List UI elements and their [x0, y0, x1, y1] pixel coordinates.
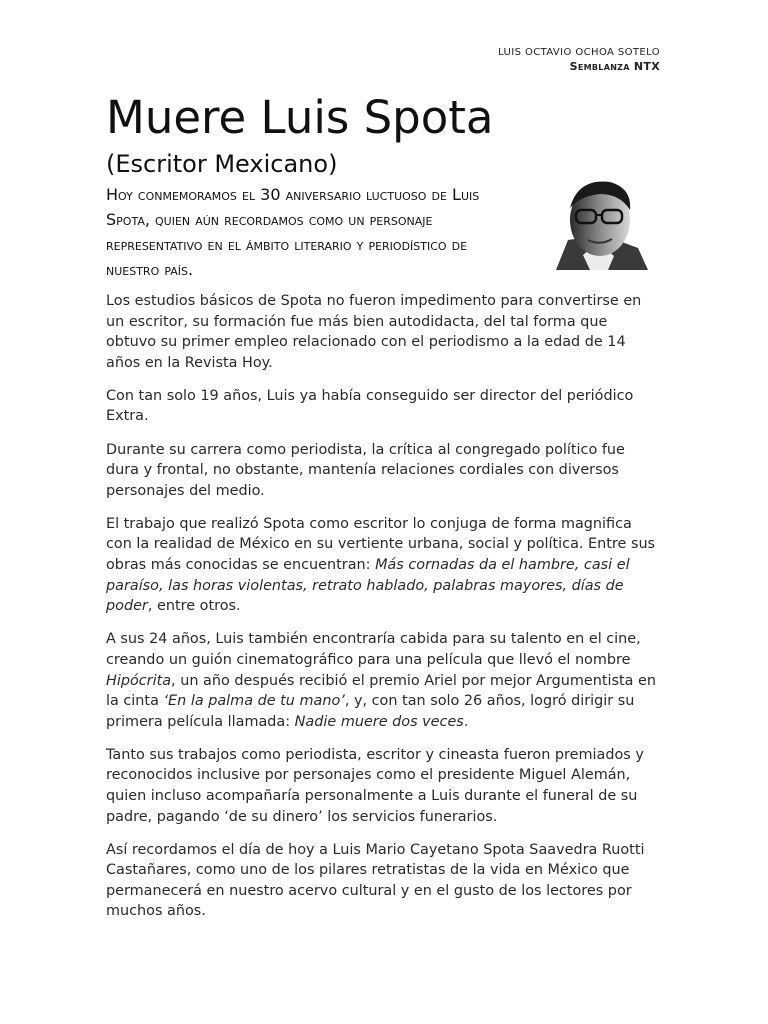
- page-header: [498, 45, 660, 74]
- lead-text: Hoy conmemoramos el 30 aniversario luctuoso de Luis Spota, quien aún recordamos como un personaje representativo en el ámbito literario y periodístico de nuestro país.: [106, 185, 480, 279]
- body-paragraph: Los estudios básicos de Spota no fueron impedimento para convertirse en un escritor, su formación fue más bien autodidacta, del tal forma que obtuvo su primer empleo relacionado con el periodismo a la edad de 14 años en la Revista Hoy.: [106, 293, 642, 371]
- film-title: Nadie muere dos veces: [294, 713, 464, 730]
- lead-paragraph: [106, 182, 658, 282]
- body-text: El trabajo que realizó Spota como escritor lo conjuga de forma magnifica con la realidad de México en su vertiente urbana, social y política. Entre sus obras más conocidas se encuentran:: [106, 515, 656, 574]
- body-text: A sus 24 años, Luis también encontraría cabida para su talento en el cine, creando un guión cinematográfico para una película que llevó el nombre: [106, 631, 641, 668]
- body-paragraph: Así recordamos el día de hoy a Luis Mario Cayetano Spota Saavedra Ruotti Castañares, como uno de los pilares retratistas de la vida en México que permanecerá en nuestro acervo cultural y en el gusto de los lectores por muchos años.: [106, 841, 645, 920]
- body-paragraph: [106, 629, 660, 732]
- body-paragraph: Tanto sus trabajos como periodista, escritor y cineasta fueron premiados y reconocidos inclusive por personajes como el presidente Miguel Alemán, quien incluso acompañaría personalmente a Luis durante el funeral de su padre, pagando ‘de su dinero’ los servicios funerarios.: [106, 746, 644, 825]
- author-name: LUIS OCTAVIO OCHOA SOTELO: [498, 47, 660, 58]
- works-list: Más cornadas da el hambre, casi el paraíso, las horas violentas, retrato hablado, palabras mayores, días de poder: [106, 557, 630, 615]
- section-name: Semblanza NTX: [569, 60, 660, 73]
- film-title: Hipócrita: [106, 672, 172, 689]
- body-text: , un año después recibió el premio Ariel por mejor Argumentista en la cinta: [106, 672, 656, 710]
- article-title: Muere Luis Spota: [106, 91, 494, 144]
- body-paragraph: Durante su carrera como periodista, la crítica al congregado político fue dura y frontal, no obstante, mantenía relaciones cordiales con diversos personajes del medio.: [106, 441, 625, 499]
- body-paragraph: [106, 514, 660, 617]
- body-text: .: [463, 713, 469, 730]
- body-text: , entre otros.: [147, 598, 241, 615]
- author-portrait: [528, 180, 658, 270]
- article-subtitle: (Escritor Mexicano): [106, 150, 338, 178]
- article-body: [106, 291, 660, 935]
- body-text: , y, con tan solo 26 años, logró dirigir su primera película llamada:: [106, 693, 635, 730]
- film-title: ‘En la palma de tu mano’: [163, 693, 345, 710]
- body-paragraph: Con tan solo 19 años, Luis ya había conseguido ser director del periódico Extra.: [106, 387, 634, 425]
